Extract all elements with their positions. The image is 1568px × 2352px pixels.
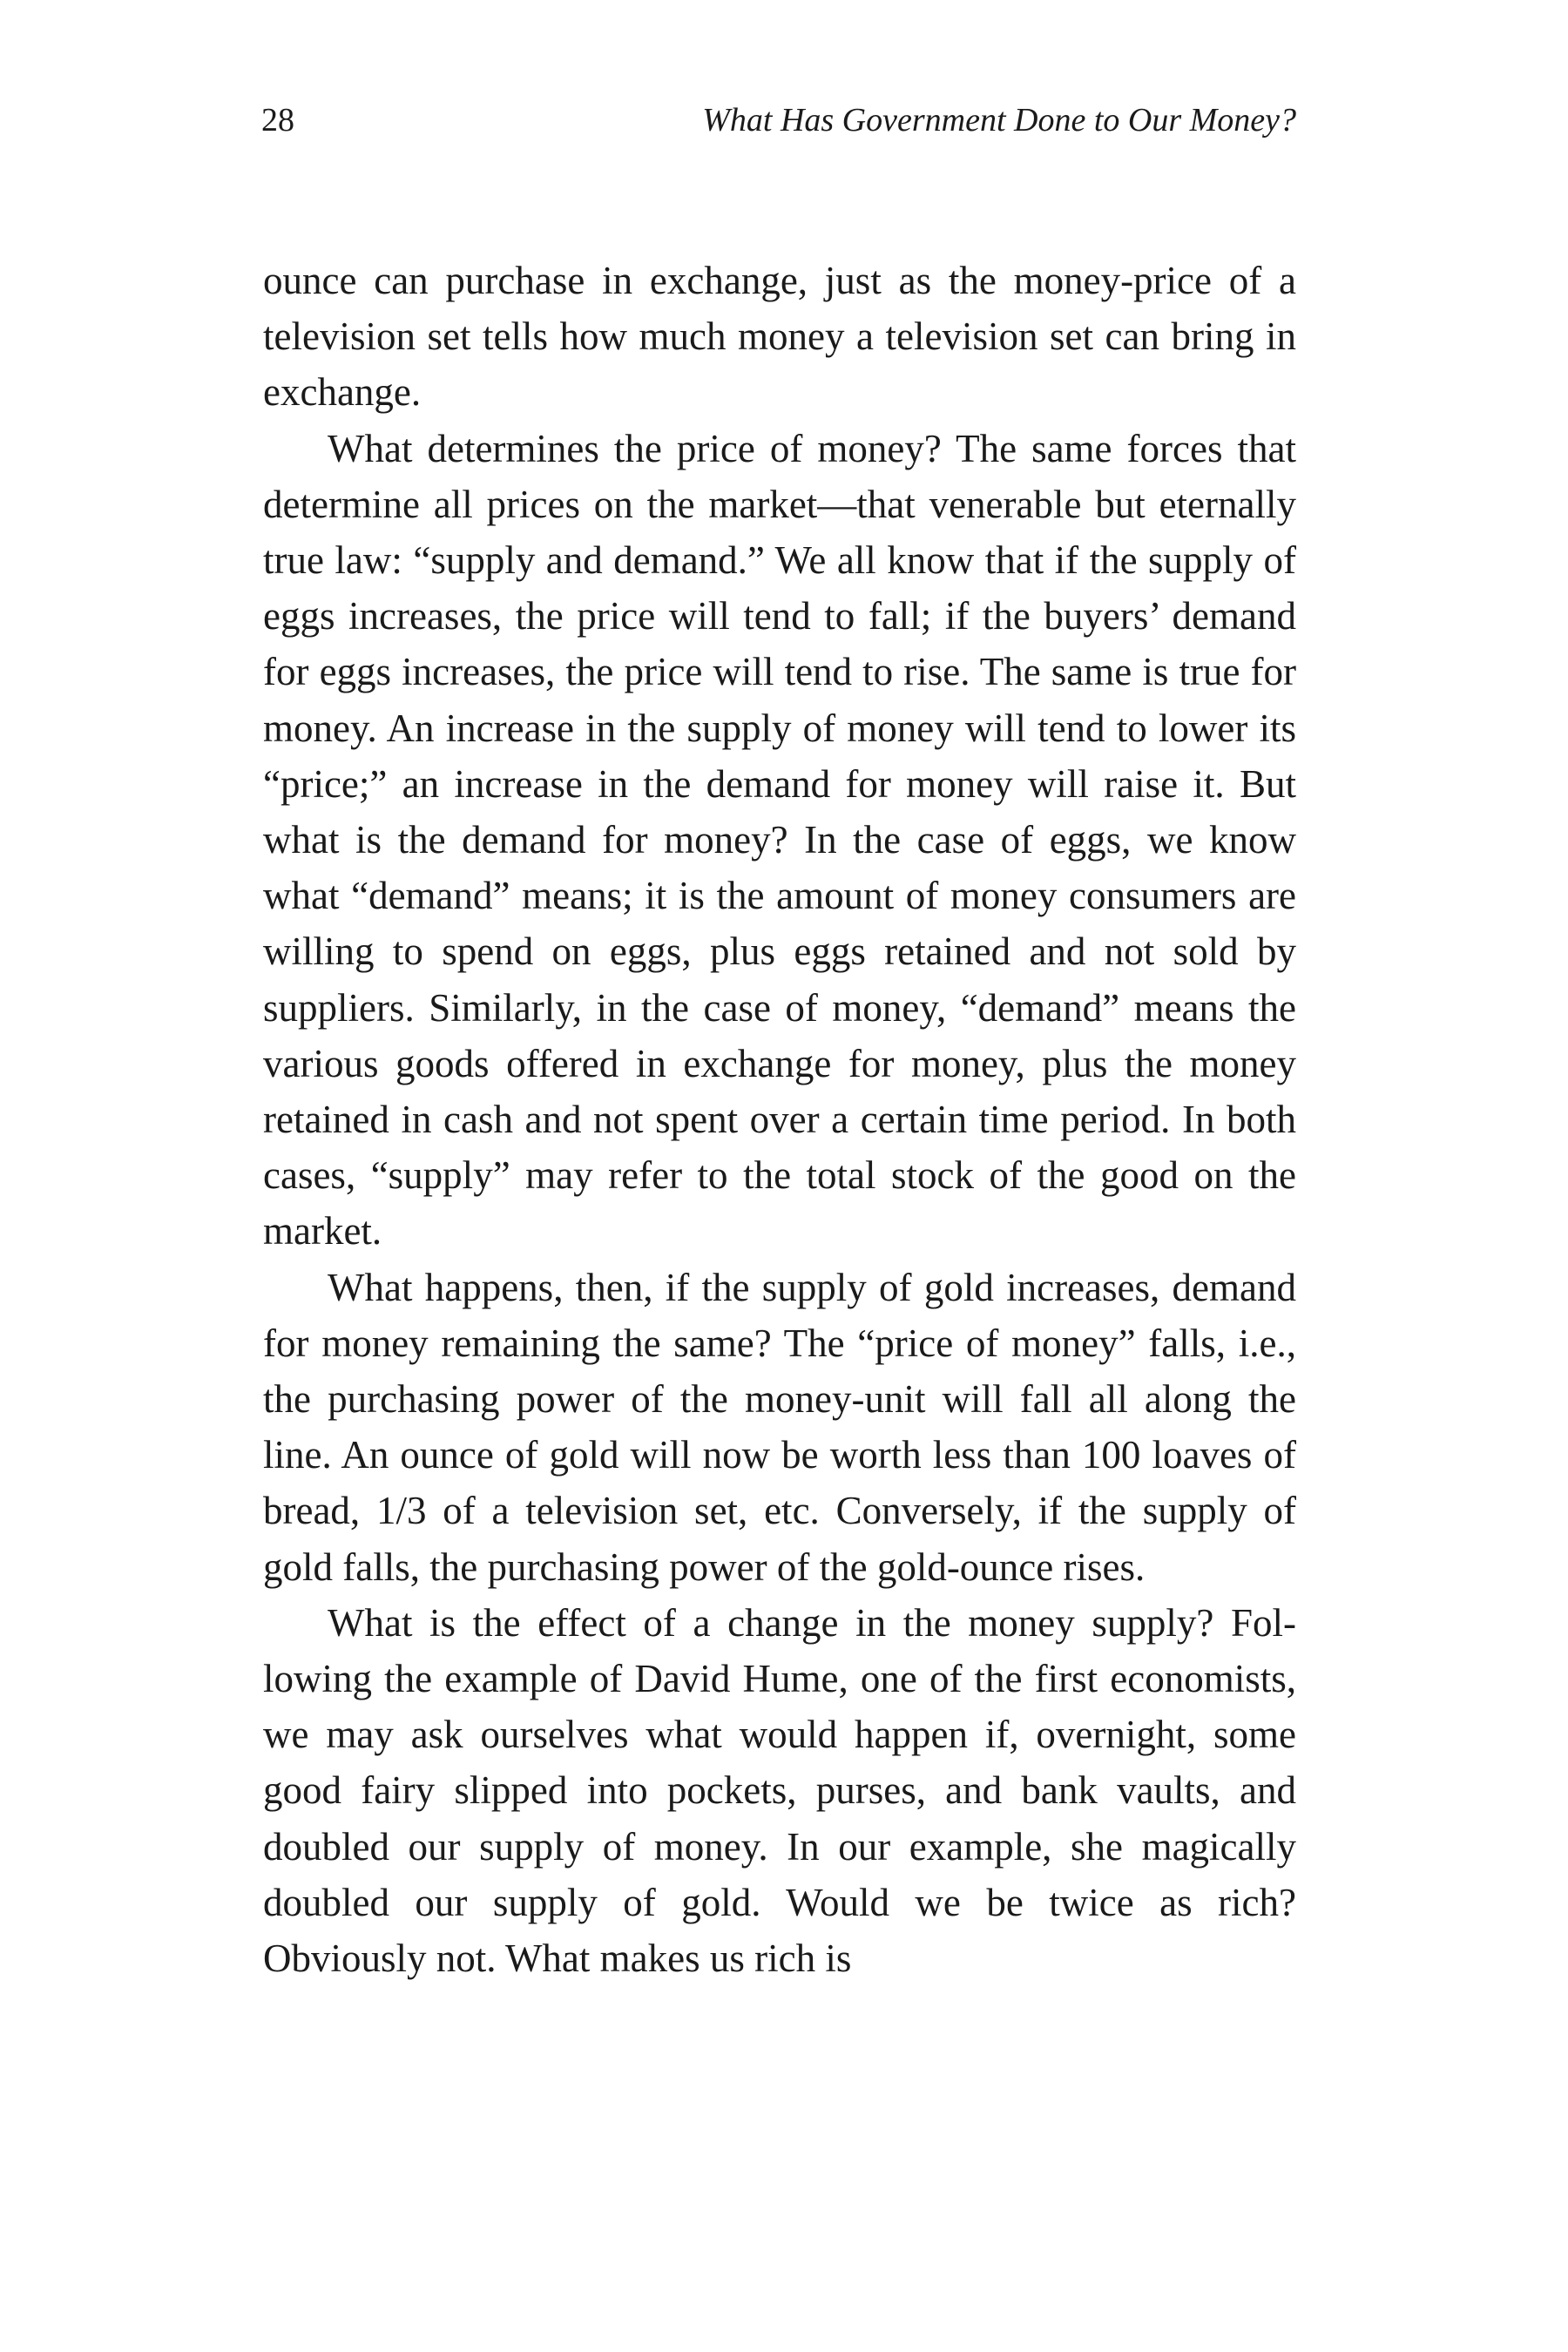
paragraph-4: What is the effect of a change in the money supply? Following the example of David Hume, one of the first economists, we may ask ourselves what would happen if, overnight, some good fairy slipped into pockets, purses, and bank vaults, and doubled our supply of money. In our example, she magically doubled our supply of gold. Would we be twice as rich? Obviously not. What makes us rich is — [263, 1600, 1296, 1981]
running-title: What Has Government Done to Our Money? — [702, 102, 1296, 139]
paragraph-3: What happens, then, if the supply of gold increases, demand for money remaining the same? The “price of money” falls, i.e., the purchasing power of the money-unit will fall all along the line. An ounce of gold will now be worth less than 100 loaves of bread, 1/3 of a television set, etc. Conversely, if the supply of gold falls, the purchasing power of the gold-ounce rises. — [263, 1265, 1296, 1589]
paragraph-2: What determines the price of money? The same forces that determine all prices on the market—that venerable but eternally true law: “supply and demand.” We all know that if the supply of eggs increases, the price will tend to fall; if the buyers’ demand for eggs increases, the price will tend to rise. The same is true for money. An increase in the supply of money will tend to lower its “price;” an increase in the demand for money will raise it. But what is the demand for money? In the case of eggs, we know what “demand” means; it is the amount of money consumers are willing to spend on eggs, plus eggs retained and not sold by suppliers. Similarly, in the case of money, “demand” means the various goods offered in exchange for money, plus the money retained in cash and not spent over a certain time period. In both cases, “supply” may refer to the total stock of the good on the market. — [263, 426, 1296, 1254]
running-head — [261, 94, 1296, 146]
page-number: 28 — [261, 102, 294, 139]
body-text — [263, 253, 1296, 1986]
paragraph-1: ounce can purchase in exchange, just as the money-price of a television set tells how much money a television set can bring in exchange. — [263, 259, 1296, 415]
